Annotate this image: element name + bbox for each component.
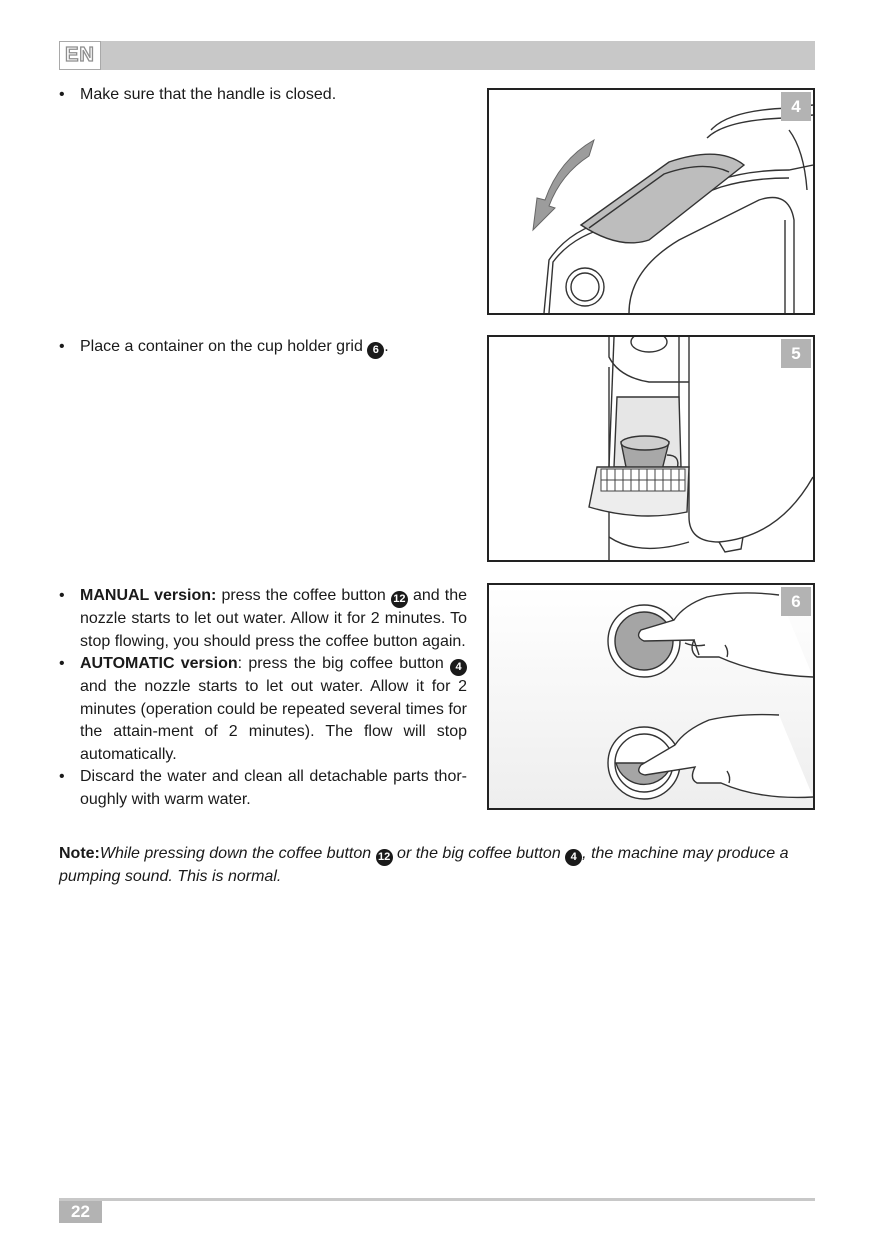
bullet-item [59,84,467,107]
bullet-item [59,336,467,359]
figure-6-press-button [487,583,815,810]
figure-number: 5 [781,339,811,368]
footer-divider [59,1198,815,1201]
ref-badge: 6 [367,342,384,359]
bullet-text: : press the big coffee button [237,655,450,672]
language-label: EN [59,41,101,70]
bullet-dot: • [59,655,65,672]
step-place-container [59,336,467,359]
figure-number: 6 [781,587,811,616]
bullet-dot: • [59,768,65,785]
bullet-text: Place a container on the cup holder grid [80,338,368,355]
ref-badge: 12 [391,591,408,608]
press-button-illustration [489,585,813,808]
note-label: Note: [59,845,100,862]
page-number: 22 [59,1201,102,1223]
header-bar [59,41,815,70]
ref-badge: 12 [376,849,393,866]
note-text: While pressing down the coffee button [99,845,376,862]
note-text: , the machine may produce a pumping sound. This is normal. [59,845,789,885]
machine-handle-illustration [489,90,813,313]
bullet-item-automatic [59,653,467,766]
note-paragraph [59,843,817,889]
bullet-dot: • [59,86,65,103]
bullet-dot: • [59,338,65,355]
bullet-text: press the coffee button [216,587,391,604]
bullet-item-discard [59,766,467,811]
bullet-item-manual [59,585,467,653]
bullet-text-end: . [384,338,389,355]
note-text: or the big coffee button [392,845,566,862]
cup-holder-illustration [489,337,813,560]
ref-badge: 4 [450,659,467,676]
bullet-text: Make sure that the handle is closed. [80,86,337,103]
manual-version-label: MANUAL version: [80,587,217,604]
bullet-text-end: and the nozzle starts to let out water. Allow it for 2 minutes (operation could be repeated several times for the attain-ment of 2 minutes). The flow will stop automatically. [80,678,467,763]
automatic-version-label: AUTOMATIC version [80,655,238,672]
ref-badge: 4 [565,849,582,866]
rotate-arrow-icon [533,140,594,230]
step-handle-closed [59,84,467,107]
figure-4-handle-closing [487,88,815,315]
bullet-text: Discard the water and clean all detachable parts thor-oughly with warm water. [80,768,467,808]
bullet-text-end: and the nozzle starts to let out water. Allow it for 2 minutes. To stop flowing, you should press the coffee button again. [80,587,468,650]
figure-number: 4 [781,92,811,121]
bullet-dot: • [59,587,65,604]
step-version-instructions [59,585,467,811]
figure-5-cup-holder [487,335,815,562]
